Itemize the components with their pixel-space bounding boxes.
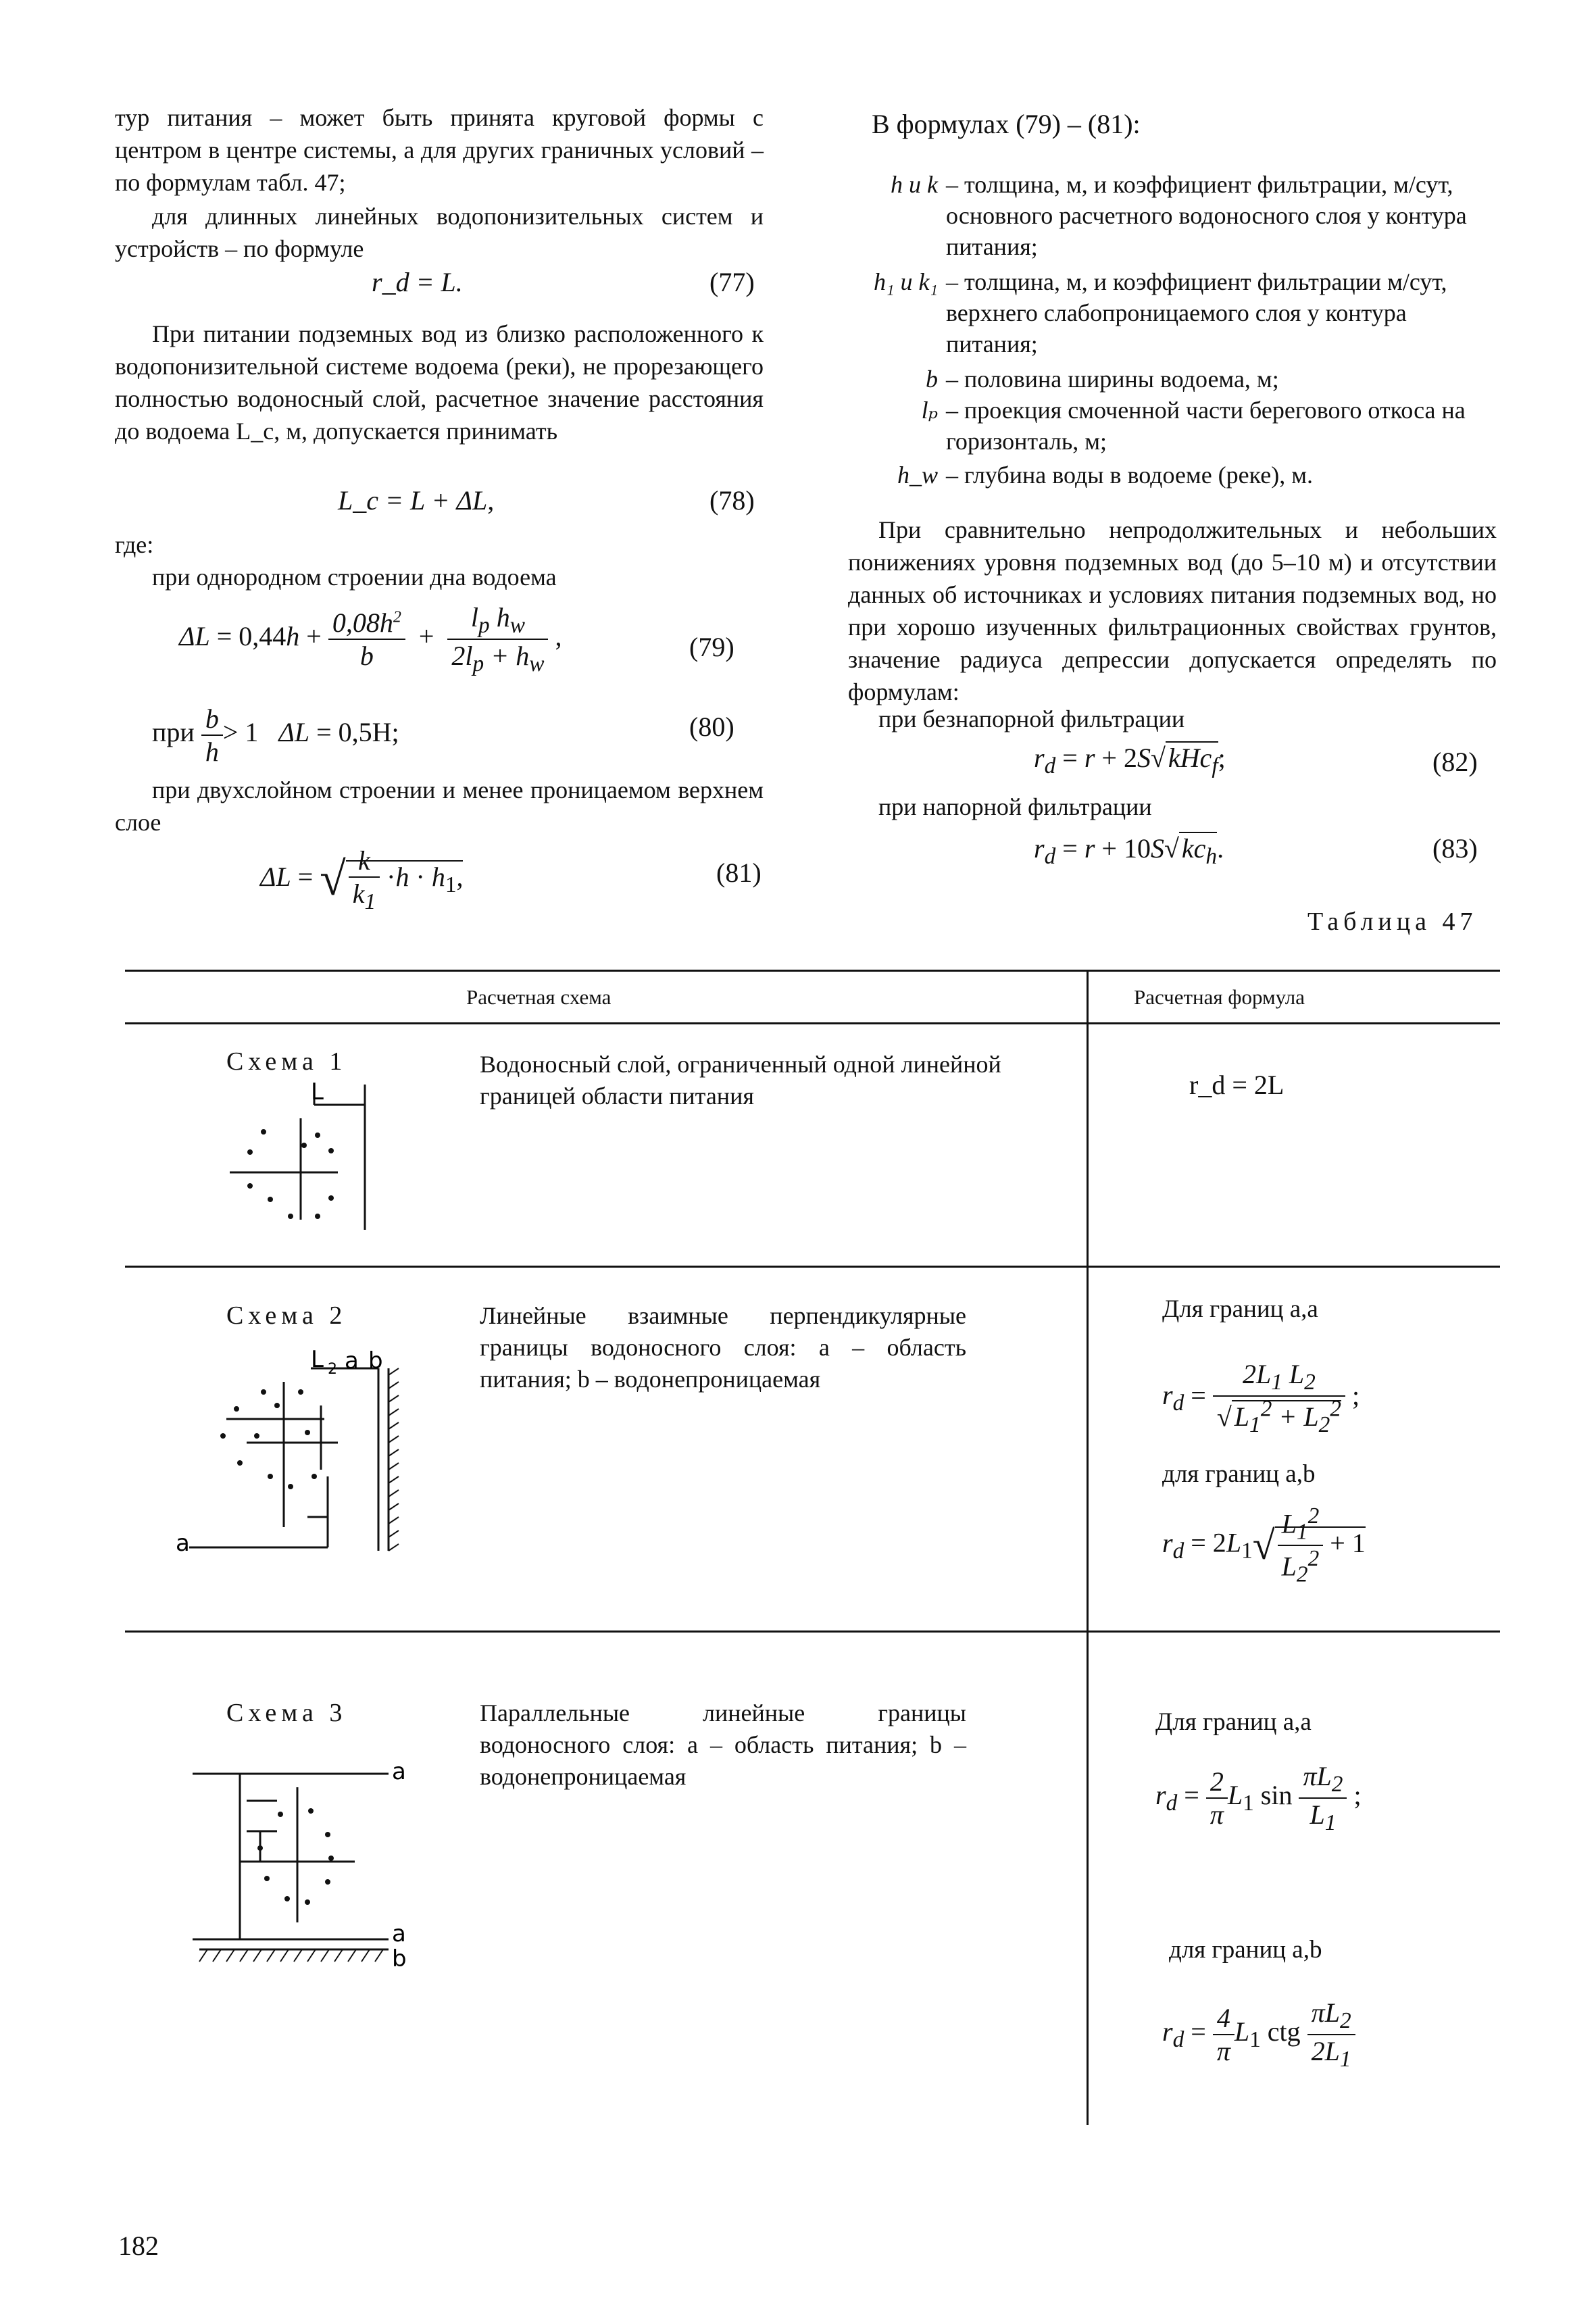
paragraph-linear-systems: для длинных линейных водопонизительных систем и устройств – по формуле xyxy=(115,203,764,262)
definition-text: – проекция смоченной части берегового откоса на горизонталь, м; xyxy=(946,397,1466,455)
table-top-rule xyxy=(125,970,1500,972)
definition-h-k xyxy=(891,169,1493,262)
paragraph-depression-radius: При сравнительно непродолжительных и небольших понижениях уровня подземных вод (до 5–10 м) и отсутствии данных об источниках и условиях питания подземных вод, но при хорошо изученных фильтрационных свойствах грунтов, значение радиуса депрессии допускается определять по формулам: xyxy=(848,516,1497,705)
svg-text:a: a xyxy=(176,1530,190,1557)
scheme-3-description: Параллельные линейные границы водоносного слоя: a – область питания; b – водонепроницаемая xyxy=(480,1699,966,1790)
scheme-2-formula-ab: $r_d = 2L_1√$ $\frac{L_1^2}{L_2^2}$ + 1 xyxy=(1162,1503,1366,1587)
scheme-2-title: Схема 2 xyxy=(226,1301,347,1330)
equation-81-number: (81) xyxy=(716,857,762,888)
paragraph-two-layer: при двухслойном строении и менее проницаемом верхнем слое xyxy=(115,776,764,836)
scheme-3-formula-aa: $r_d$ = $\frac{2}{\pi}$ $L_1$ sin $\frac{\pi L_2}{L_1}$ ; xyxy=(1155,1761,1362,1835)
definition-symbol: h_w xyxy=(897,462,938,489)
svg-text:2: 2 xyxy=(328,1361,337,1378)
equation-78: L_c = L + ΔL, xyxy=(338,485,495,516)
paragraph-continuation: тур питания – может быть принята круговой формы с центром в центре системы, а для других граничных условий – по формулам табл. 47; xyxy=(115,104,764,196)
scheme-2-diagram xyxy=(176,1341,405,1561)
equation-82-number: (82) xyxy=(1432,747,1478,777)
page-number: 182 xyxy=(118,2231,159,2261)
scheme-1-diagram xyxy=(223,1078,378,1233)
equation-78-number: (78) xyxy=(709,485,755,516)
label-confined: при напорной фильтрации xyxy=(878,793,1152,820)
definition-lp xyxy=(921,395,1493,457)
definition-hw xyxy=(897,459,1493,491)
table-header-scheme: Расчетная схема xyxy=(466,985,612,1009)
scheme-1-title: Схема 1 xyxy=(226,1047,347,1076)
definition-text: – толщина, м, и коэффициент фильтрации, м/сут, основного расчетного водоносного слоя у контура питания; xyxy=(946,171,1467,260)
equation-77-number: (77) xyxy=(709,267,755,297)
paragraph-reservoir: При питании подземных вод из близко расположенного к водопонизительной системе водоема (реки), не прорезающего полностью водоносный слой, расчетное значение расстояния до водоема L_c, м, допускается принимать xyxy=(115,320,764,445)
scheme-3-title: Схема 3 xyxy=(226,1699,347,1727)
svg-text:b: b xyxy=(392,1945,407,1972)
definition-b xyxy=(926,364,1493,395)
table-title: Таблица 47 xyxy=(1307,907,1478,936)
equation-81: ΔL = √ $\frac{k}{k_1}$ $\cdot h \cdot h_1$, xyxy=(260,845,464,914)
paragraph-homogeneous: при однородном строении дна водоема xyxy=(152,564,557,591)
definition-text: – половина ширины водоема, м; xyxy=(946,366,1279,393)
svg-text:b: b xyxy=(368,1347,383,1374)
table-header-rule xyxy=(125,1022,1500,1024)
svg-text:L: L xyxy=(311,1078,324,1105)
scheme-1-formula: r_d = 2L xyxy=(1189,1070,1285,1100)
where-label: где: xyxy=(115,531,154,558)
equation-82: $r_d = r + 2S√$ kHc$_f$; xyxy=(1034,743,1226,778)
scheme-2-label-aa: Для границ a,a xyxy=(1162,1295,1318,1323)
equation-80: при $\frac{b}{h}$ > 1 ΔL = 0,5H; xyxy=(152,703,399,767)
svg-text:a: a xyxy=(392,1920,406,1947)
scheme-2-description: Линейные взаимные перпендикулярные границы водоносного слоя: a – область питания; b – водонепроницаемая xyxy=(480,1302,966,1393)
definition-symbol: h₁ и k₁ xyxy=(873,268,938,295)
scheme-2-label-ab: для границ a,b xyxy=(1162,1460,1316,1488)
table-row-rule xyxy=(125,1631,1500,1633)
definition-h1-k1 xyxy=(873,266,1493,359)
equation-83: $r_d = r + 10S√$ $kc_h$. xyxy=(1034,833,1224,869)
svg-text:a: a xyxy=(392,1758,406,1785)
equation-77: r_d = L. xyxy=(372,267,463,297)
table-row-rule xyxy=(125,1266,1500,1268)
scheme-1-description: Водоносный слой, ограниченный одной линейной границей области питания xyxy=(480,1051,1001,1110)
table-column-rule xyxy=(1087,970,1089,2125)
formulas-intro: В формулах (79) – (81): xyxy=(872,109,1141,139)
label-unconfined: при безнапорной фильтрации xyxy=(878,705,1185,732)
equation-83-number: (83) xyxy=(1432,833,1478,864)
scheme-3-diagram xyxy=(159,1747,416,1970)
svg-text:L: L xyxy=(311,1346,324,1373)
definition-text: – толщина, м, и коэффициент фильтрации м/сут, верхнего слабопроницаемого слоя у контура питания; xyxy=(946,268,1447,357)
scheme-3-formula-ab: $r_d$ = $\frac{4}{\pi}$ $L_1$ ctg $\frac{\pi L_2}{2L_1}$ xyxy=(1162,1997,1355,2072)
definition-symbol: h и k xyxy=(891,171,938,198)
table-header-formula: Расчетная формула xyxy=(1134,985,1305,1009)
equation-79: ΔL = 0,44h + $\frac{0,08h^2}{b}$ + $\frac{l_p h_w}{2l_p + h_w}$ , xyxy=(179,602,562,676)
definition-text: – глубина воды в водоеме (реке), м. xyxy=(946,462,1313,489)
scheme-3-label-aa: Для границ a,a xyxy=(1155,1708,1312,1736)
svg-text:a: a xyxy=(345,1347,359,1374)
scheme-2-formula-aa: $r_d$ = $\frac{2L_1 L_2}{√ L_1^2 + L_2^2}$ ; xyxy=(1162,1359,1360,1438)
definition-symbol: b xyxy=(926,366,938,393)
scheme-3-label-ab: для границ a,b xyxy=(1169,1936,1322,1964)
equation-80-number: (80) xyxy=(689,712,734,742)
definition-symbol: lₚ xyxy=(921,397,938,424)
equation-79-number: (79) xyxy=(689,632,734,662)
